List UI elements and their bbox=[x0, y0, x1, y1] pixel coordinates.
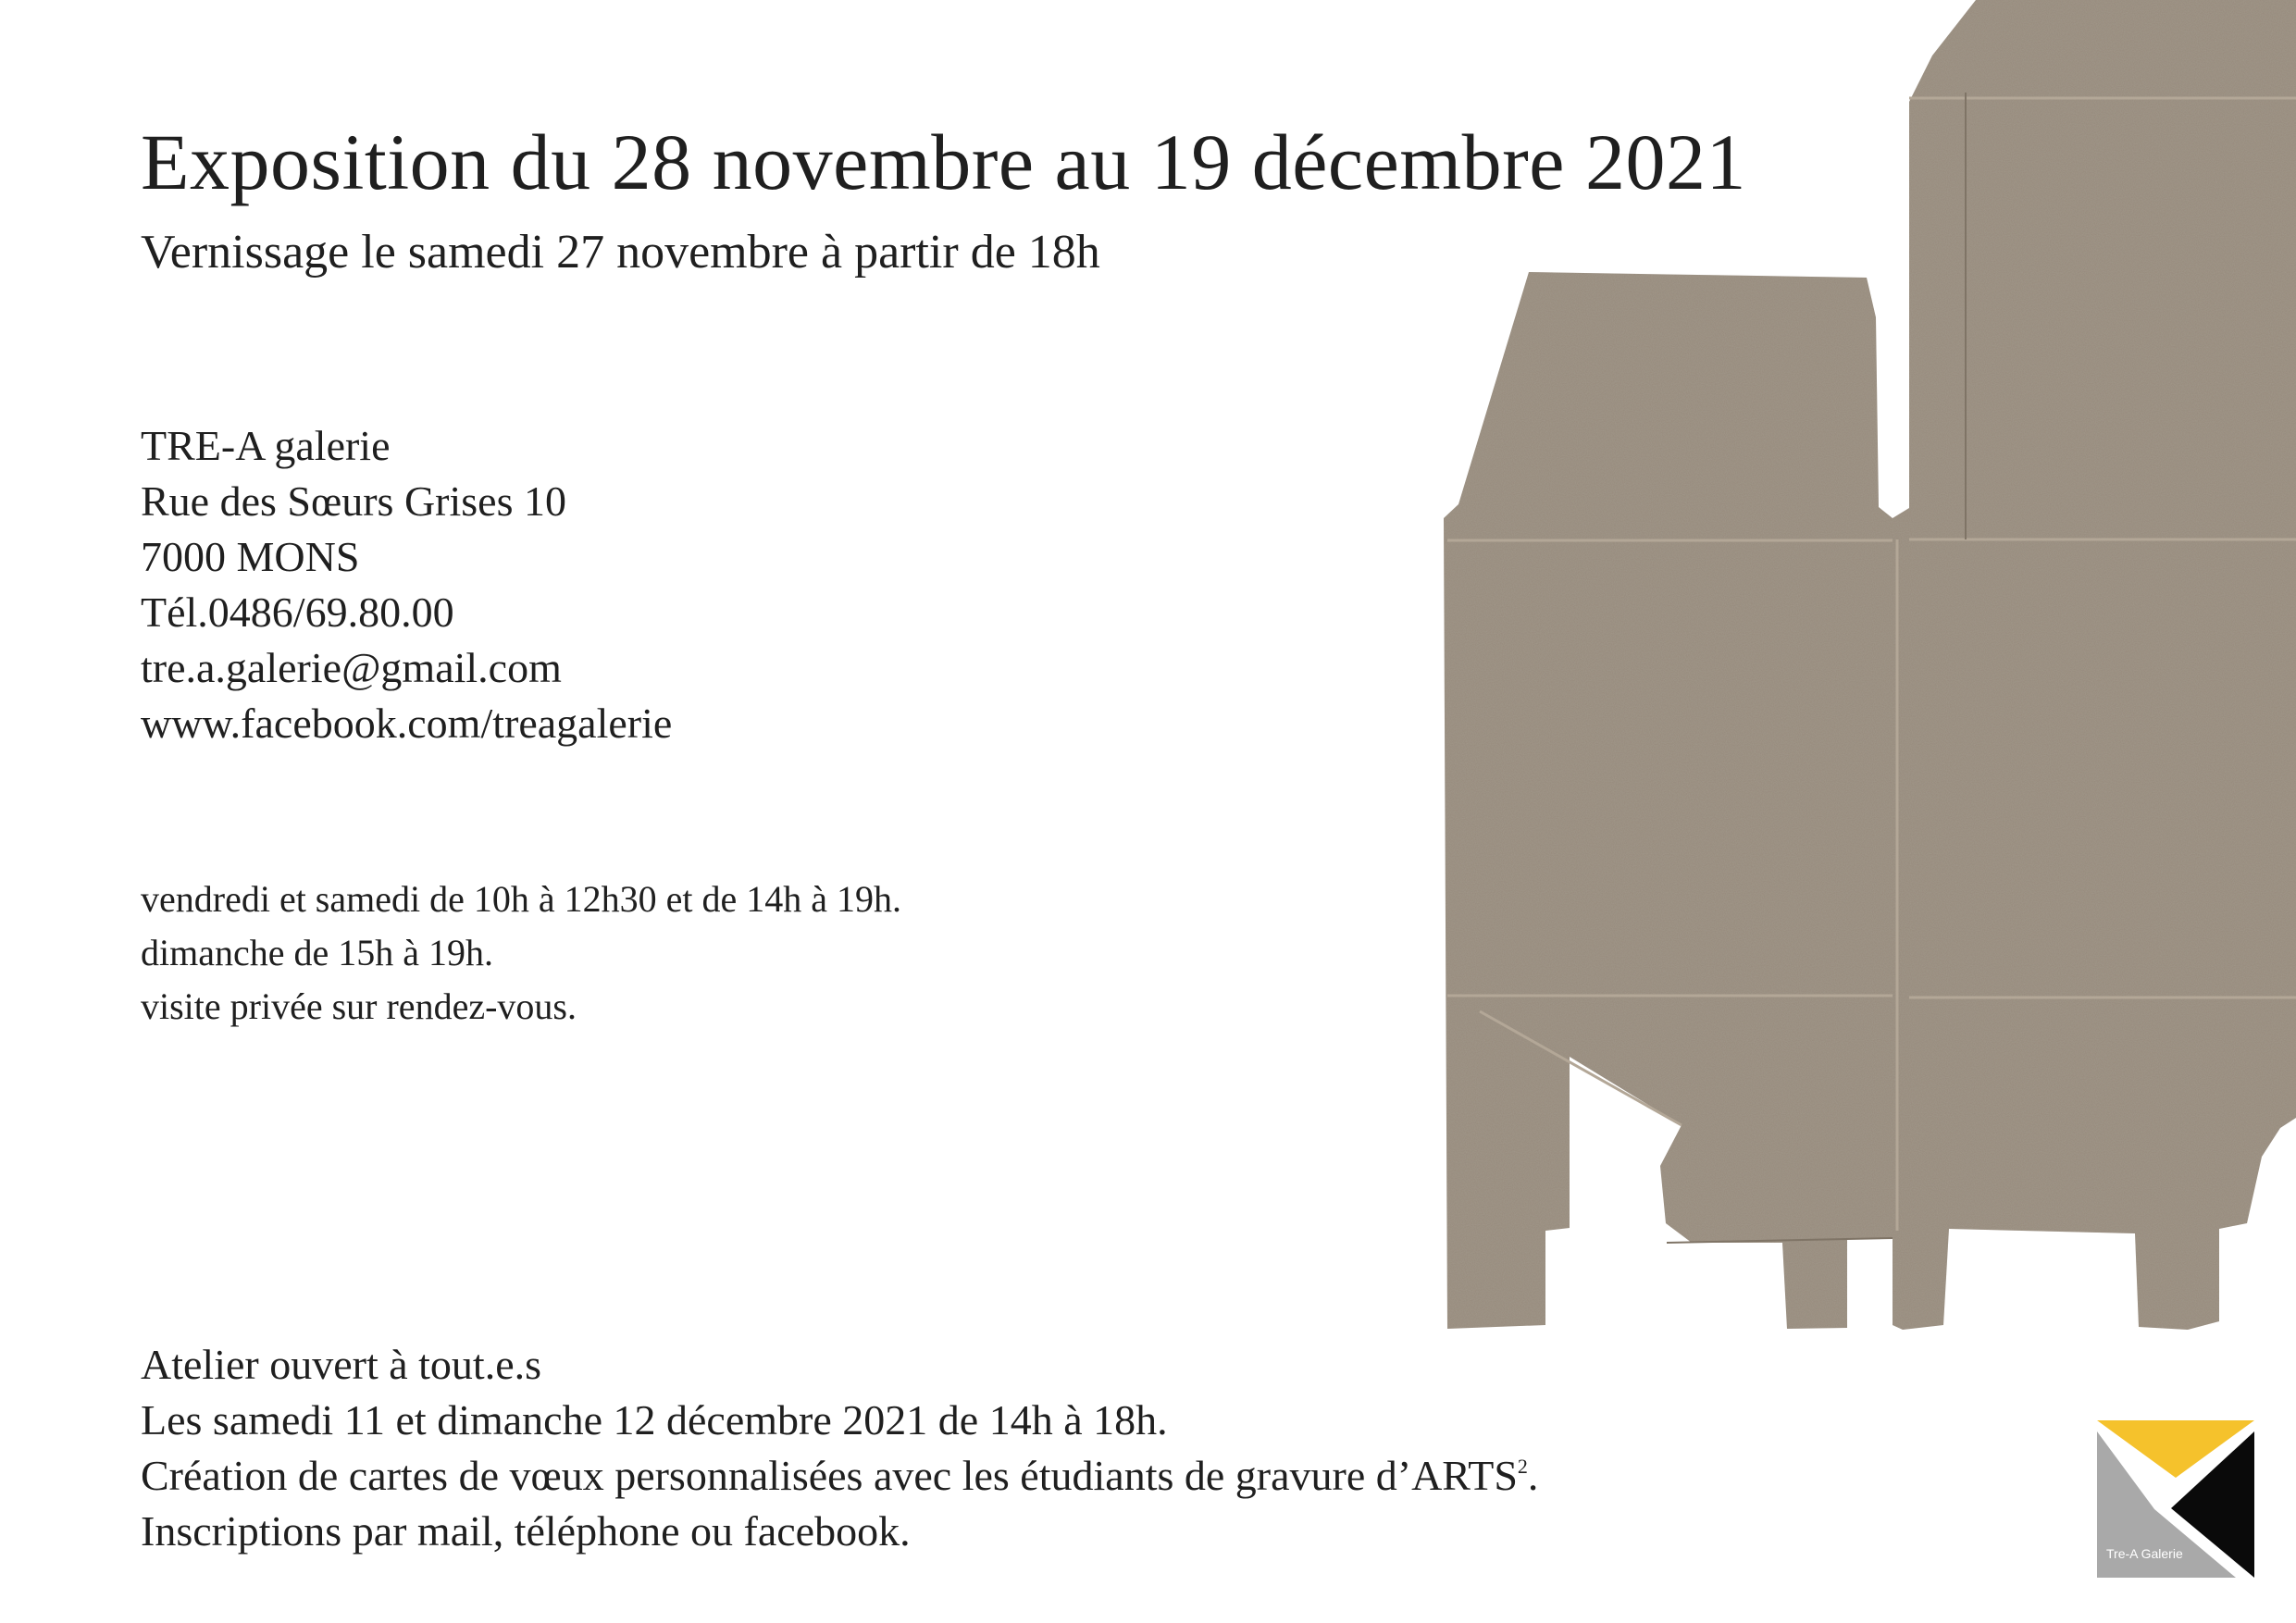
logo-caption: Tre-A Galerie bbox=[2106, 1546, 2183, 1561]
exhibition-title: Exposition du 28 novembre au 19 décembre 2021 bbox=[141, 118, 1746, 206]
cardboard-box-image bbox=[1407, 0, 2296, 1360]
gallery-name: TRE-A galerie bbox=[141, 422, 391, 469]
phone-line: Tél.0486/69.80.00 bbox=[141, 588, 454, 636]
workshop-info bbox=[141, 1337, 1538, 1559]
workshop-line-3-end: . bbox=[1527, 1452, 1539, 1499]
workshop-line-1: Atelier ouvert à tout.e.s bbox=[141, 1341, 542, 1388]
email-line: tre.a.galerie@gmail.com bbox=[141, 644, 562, 691]
cardboard-left-piece bbox=[1444, 272, 1893, 1329]
opening-hours bbox=[141, 873, 901, 1034]
workshop-line-4: Inscriptions par mail, téléphone ou facebook. bbox=[141, 1507, 911, 1555]
city-line: 7000 MONS bbox=[141, 533, 360, 580]
workshop-line-3-text: Création de cartes de vœux personnalisées avec les étudiants de gravure d’ARTS bbox=[141, 1452, 1518, 1499]
gallery-address bbox=[141, 418, 672, 751]
cardboard-right-piece bbox=[1893, 0, 2296, 1330]
website-line: www.facebook.com/treagalerie bbox=[141, 700, 673, 747]
hours-line-3: visite privée sur rendez-vous. bbox=[141, 985, 577, 1027]
opening-subtitle: Vernissage le samedi 27 novembre à partir de 18h bbox=[141, 226, 1100, 279]
hours-line-1: vendredi et samedi de 10h à 12h30 et de 14h à 19h. bbox=[141, 878, 901, 920]
street-line: Rue des Sœurs Grises 10 bbox=[141, 477, 566, 525]
hours-line-2: dimanche de 15h à 19h. bbox=[141, 932, 493, 973]
workshop-superscript: 2 bbox=[1517, 1455, 1528, 1478]
workshop-line-2: Les samedi 11 et dimanche 12 décembre 2021 de 14h à 18h. bbox=[141, 1396, 1168, 1443]
workshop-line-3 bbox=[141, 1448, 1538, 1504]
